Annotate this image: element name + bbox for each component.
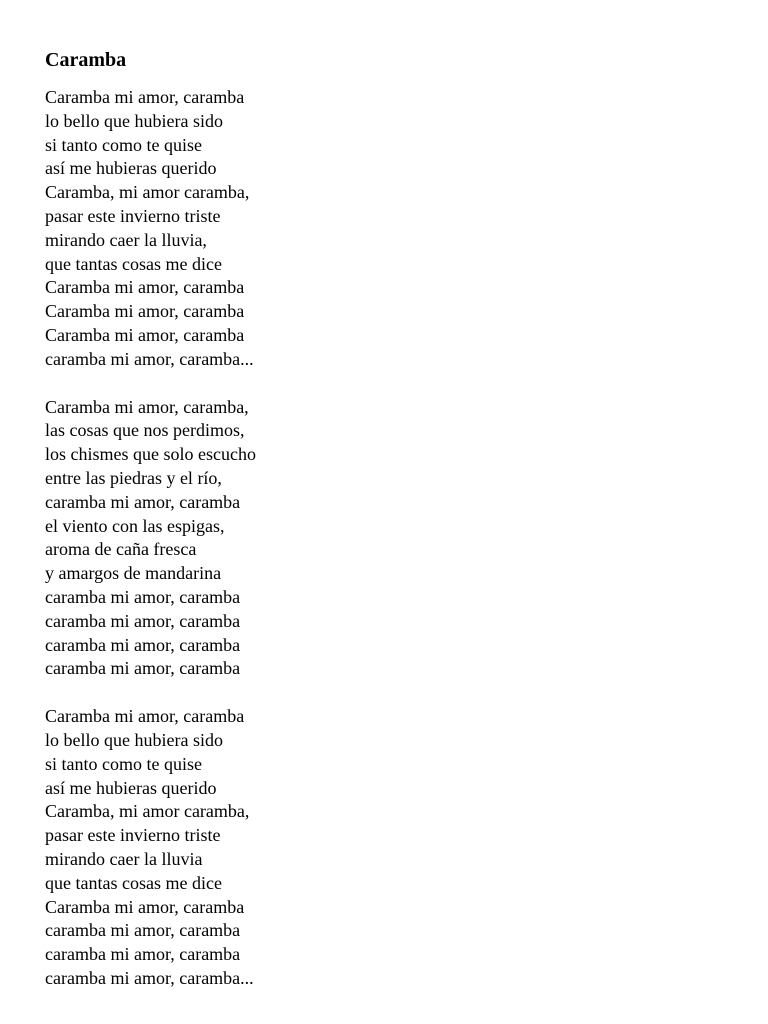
lyric-line: caramba mi amor, caramba (45, 944, 241, 965)
stanza-2 (45, 396, 745, 682)
lyric-line: Caramba, mi amor caramba, (45, 801, 250, 822)
lyric-line: pasar este invierno triste (45, 825, 221, 846)
lyric-line: mirando caer la lluvia (45, 848, 203, 869)
document-page (45, 47, 745, 1015)
lyric-line: así me hubieras querido (45, 777, 217, 798)
stanza-3 (45, 705, 745, 991)
lyric-line: caramba mi amor, caramba (45, 920, 241, 941)
lyric-line: caramba mi amor, caramba (45, 586, 241, 607)
lyric-line: si tanto como te quise (45, 134, 202, 155)
lyric-line: caramba mi amor, caramba... (45, 967, 254, 988)
lyric-line: aroma de caña fresca (45, 539, 197, 560)
lyric-line: las cosas que nos perdimos, (45, 420, 245, 441)
lyric-line: los chismes que solo escucho (45, 444, 256, 465)
lyric-line: Caramba mi amor, caramba, (45, 396, 249, 417)
lyric-line: pasar este invierno triste (45, 205, 221, 226)
lyric-line: que tantas cosas me dice (45, 253, 222, 274)
lyric-line: lo bello que hubiera sido (45, 729, 223, 750)
document-title: Caramba (45, 49, 127, 71)
lyric-line: mirando caer la lluvia, (45, 229, 207, 250)
lyric-line: caramba mi amor, caramba (45, 658, 241, 679)
lyric-line: Caramba mi amor, caramba (45, 87, 245, 107)
lyric-line: lo bello que hubiera sido (45, 110, 223, 131)
lyric-line: Caramba, mi amor caramba, (45, 182, 250, 203)
lyric-line: el viento con las espigas, (45, 515, 225, 536)
lyric-line: que tantas cosas me dice (45, 872, 222, 893)
lyric-line: caramba mi amor, caramba (45, 491, 241, 512)
lyric-line: caramba mi amor, caramba (45, 634, 241, 655)
lyric-line: y amargos de mandarina (45, 563, 222, 584)
lyric-line: Caramba mi amor, caramba (45, 896, 245, 917)
lyric-line: Caramba mi amor, caramba (45, 277, 245, 298)
lyric-line: caramba mi amor, caramba... (45, 348, 254, 369)
stanza-1 (45, 86, 745, 372)
lyric-line: caramba mi amor, caramba (45, 610, 241, 631)
lyric-line: entre las piedras y el río, (45, 467, 222, 488)
lyric-line: así me hubieras querido (45, 158, 217, 179)
lyric-line: si tanto como te quise (45, 753, 202, 774)
lyric-line: Caramba mi amor, caramba (45, 324, 245, 345)
lyric-line: Caramba mi amor, caramba (45, 706, 245, 727)
lyric-line: Caramba mi amor, caramba (45, 301, 245, 322)
